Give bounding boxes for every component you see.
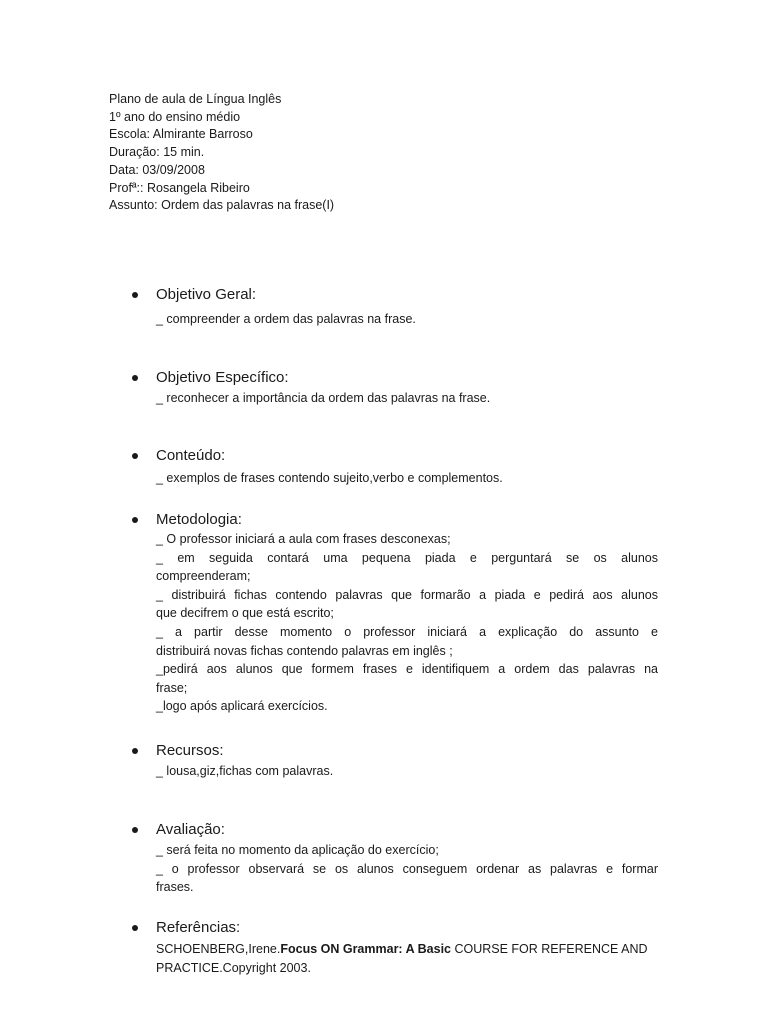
body-line: _ será feita no momento da aplicação do exercício; bbox=[156, 843, 439, 857]
body-line: _ exemplos de frases contendo sujeito,verbo e complementos. bbox=[156, 471, 503, 485]
body-line: que decifrem o que está escrito; bbox=[156, 606, 334, 621]
header-grade: 1º ano do ensino médio bbox=[109, 109, 241, 124]
body-line: _logo após aplicará exercícios. bbox=[156, 699, 328, 714]
bullet-icon bbox=[132, 453, 138, 459]
header-date: Data: 03/09/2008 bbox=[109, 162, 205, 177]
body-line: _ reconhecer a importância da ordem das palavras na frase. bbox=[156, 391, 491, 405]
reference-line bbox=[156, 940, 658, 959]
body-line: _ compreender a ordem das palavras na frase. bbox=[156, 312, 416, 326]
section-heading: Avaliação: bbox=[156, 821, 225, 838]
reference-book-title: Focus ON Grammar: A Basic bbox=[280, 942, 451, 956]
bullet-icon bbox=[132, 827, 138, 833]
body-line: _pedirá aos alunos que formem frases e identifiquem a ordem das palavras na bbox=[156, 662, 658, 677]
section-body bbox=[156, 469, 658, 488]
body-line: _ o professor observará se os alunos conseguem ordenar as palavras e formar bbox=[156, 861, 658, 876]
bullet-icon bbox=[132, 748, 138, 754]
body-line: _ lousa,giz,fichas com palavras. bbox=[156, 764, 334, 778]
body-line: distribuirá novas fichas contendo palavras em inglês ; bbox=[156, 643, 453, 658]
section-body bbox=[156, 762, 658, 781]
header-teacher: Profª:: Rosangela Ribeiro bbox=[109, 180, 250, 195]
bullet-icon bbox=[132, 375, 138, 381]
body-line: _ O professor iniciará a aula com frases desconexas; bbox=[156, 532, 451, 546]
header-duration: Duração: 15 min. bbox=[109, 145, 205, 160]
body-line: frase; bbox=[156, 680, 188, 695]
body-line: frases. bbox=[156, 880, 194, 895]
section-body bbox=[156, 310, 658, 329]
reference-subtitle: COURSE FOR REFERENCE AND bbox=[451, 942, 648, 956]
bullet-icon bbox=[132, 925, 138, 931]
section-body bbox=[156, 530, 658, 716]
section-heading: Metodologia: bbox=[156, 511, 242, 528]
body-line: compreenderam; bbox=[156, 569, 251, 584]
header-school: Escola: Almirante Barroso bbox=[109, 127, 253, 142]
section-body bbox=[156, 841, 658, 897]
section-heading: Recursos: bbox=[156, 742, 224, 759]
bullet-icon bbox=[132, 517, 138, 523]
section-body bbox=[156, 940, 658, 977]
header-title: Plano de aula de Língua Inglês bbox=[109, 92, 282, 106]
section-heading: Conteúdo: bbox=[156, 447, 226, 464]
reference-author: SCHOENBERG,Irene. bbox=[156, 942, 281, 956]
section-heading: Referências: bbox=[156, 919, 241, 936]
header-subject: Assunto: Ordem das palavras na frase(I) bbox=[109, 198, 335, 213]
section-body bbox=[156, 389, 658, 408]
document-header bbox=[109, 91, 334, 215]
body-line: _ distribuirá fichas contendo palavras que formarão a piada e pedirá aos alunos bbox=[156, 587, 658, 602]
bullet-icon bbox=[132, 292, 138, 298]
reference-line: PRACTICE.Copyright 2003. bbox=[156, 960, 311, 975]
section-heading: Objetivo Específico: bbox=[156, 369, 289, 386]
body-line: _ em seguida contará uma pequena piada e perguntará se os alunos bbox=[156, 550, 658, 565]
body-line: _ a partir desse momento o professor iniciará a explicação do assunto e bbox=[156, 624, 658, 639]
section-heading: Objetivo Geral: bbox=[156, 286, 257, 303]
